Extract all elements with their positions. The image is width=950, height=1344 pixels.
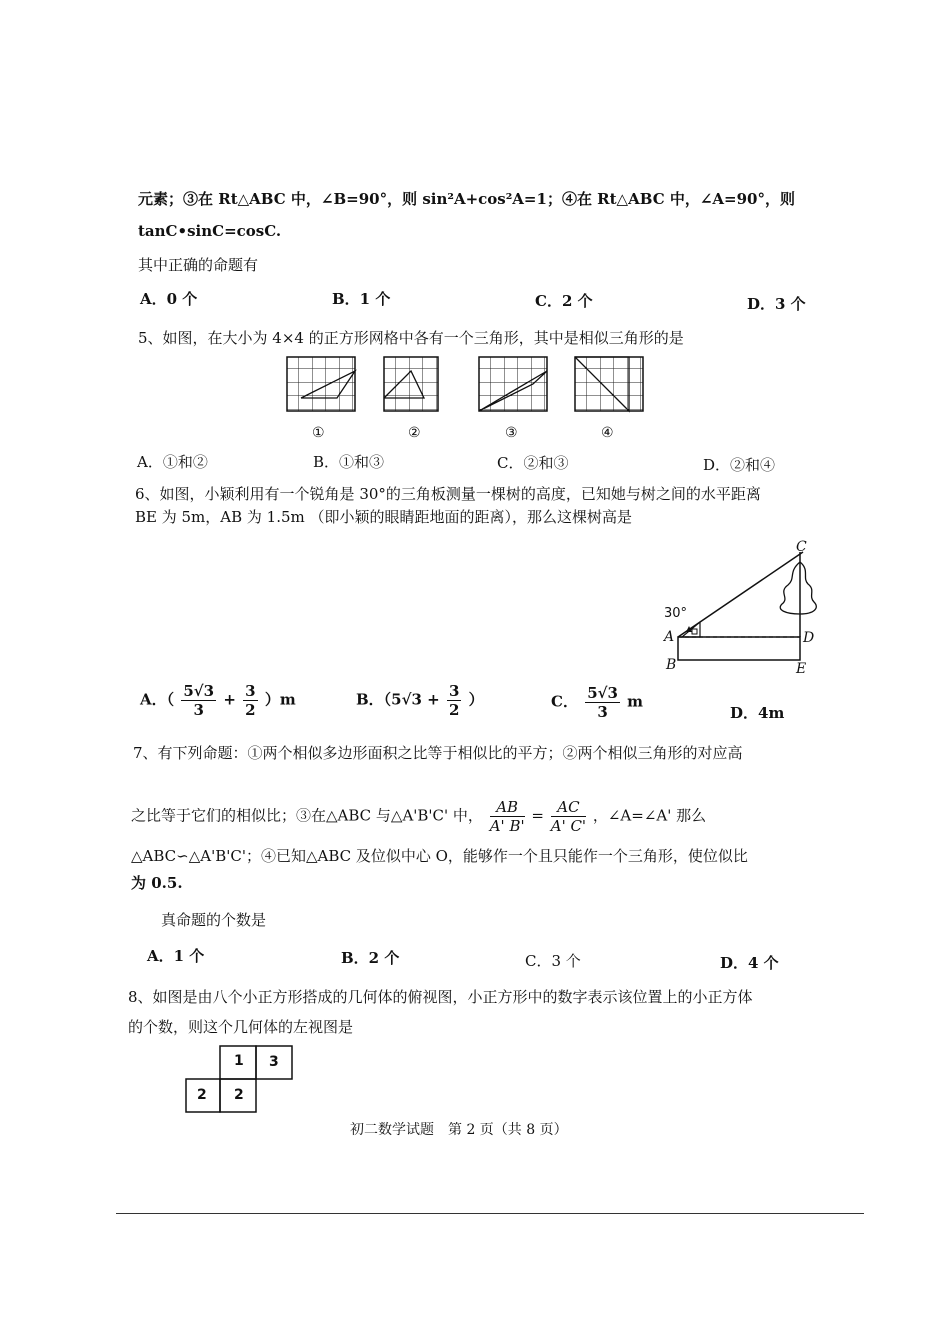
q7-line2-post: ，∠A=∠A' 那么 — [592, 806, 707, 825]
bottom-divider — [116, 1213, 864, 1214]
q6-option-d: D．4m — [730, 704, 785, 722]
q7-frac2-den: A' C' — [550, 817, 587, 835]
q7-frac2-num: AC — [551, 798, 586, 817]
q8-cell-1: 1 — [234, 1053, 244, 1069]
page-footer: 初二数学试题 第 2 页（共 8 页） — [350, 1122, 568, 1138]
q5-grid-2 — [384, 357, 438, 411]
q6-option-a — [140, 682, 296, 719]
q6-point-b: B — [666, 657, 677, 673]
q6-option-c-prefix: C． — [551, 692, 578, 711]
q6-option-b-frac-num: 3 — [448, 682, 460, 700]
q8-cell-2: 3 — [269, 1054, 279, 1070]
q5-grid-3 — [479, 357, 547, 411]
q6-option-b — [356, 682, 484, 719]
q6-point-c: C — [796, 539, 807, 555]
q6-option-c-suffix: m — [627, 692, 644, 711]
q4-option-d: D．3 个 — [747, 295, 806, 313]
q8-cell-4: 2 — [234, 1087, 244, 1103]
q5-option-d: D．②和④ — [703, 456, 776, 474]
q7-eq: = — [531, 806, 544, 825]
q7-line2-pre: 之比等于它们的相似比；③在△ABC 与△A'B'C' 中， — [131, 806, 483, 825]
q6-option-b-frac-den: 2 — [448, 701, 460, 719]
q6-option-a-frac1-num: 5√3 — [183, 682, 215, 700]
q5-figure-label-4: ④ — [601, 425, 614, 441]
q6-option-c-frac-num: 5√3 — [587, 684, 618, 702]
q7-option-c: C．3 个 — [525, 952, 581, 970]
q6-point-e: E — [796, 661, 807, 677]
q8-line2: 的个数，则这个几何体的左视图是 — [128, 1018, 354, 1036]
q6-option-a-prefix: A．（ — [140, 690, 175, 709]
q6-option-b-prefix: B．（5√3 + — [356, 690, 440, 709]
q5-grid-1 — [287, 357, 355, 411]
q5-stem: 5、如图，在大小为 4×4 的正方形网格中各有一个三角形，其中是相似三角形的是 — [138, 329, 684, 347]
q4-line3: 其中正确的命题有 — [138, 256, 259, 274]
q6-angle-label: 30° — [664, 606, 688, 621]
q6-option-a-frac2-num: 3 — [245, 682, 256, 700]
q8-line1: 8、如图是由八个小正方形搭成的几何体的俯视图，小正方形中的数字表示该位置上的小正方体 — [128, 988, 753, 1006]
q6-option-b-suffix: ） — [468, 690, 484, 709]
q7-line5: 真命题的个数是 — [161, 911, 267, 929]
q4-option-b: B．1 个 — [332, 290, 391, 308]
q4-line1: 元素；③在 Rt△ABC 中，∠B=90°，则 sin²A+cos²A=1；④在 Rt△ABC 中，∠A=90°，则 — [138, 190, 795, 208]
q7-line3: △ABC∽△A'B'C'；④已知△ABC 及位似中心 O，能够作一个且只能作一个三角形，使位似比 — [131, 847, 748, 865]
q6-option-a-frac2-den: 2 — [245, 701, 256, 719]
q6-line1: 6、如图，小颖利用有一个锐角是 30°的三角板测量一棵树的高度，已知她与树之间的水平距离 — [135, 485, 761, 503]
q6-option-a-plus: + — [223, 690, 236, 709]
q7-frac1-num: AB — [490, 798, 525, 817]
q7-frac1-den: A' B' — [489, 817, 525, 835]
q4-option-c: C．2 个 — [535, 292, 593, 310]
q7-line1: 7、有下列命题：①两个相似多边形面积之比等于相似比的平方；②两个相似三角形的对应高 — [133, 744, 743, 762]
q8-cell-3: 2 — [197, 1087, 207, 1103]
q5-figure-label-1: ① — [312, 425, 325, 441]
q4-option-a: A．0 个 — [140, 290, 198, 308]
q5-option-b: B．①和③ — [313, 453, 385, 471]
q6-option-a-suffix: ）m — [264, 690, 296, 709]
q6-line2: BE 为 5m，AB 为 1.5m （即小颖的眼睛距地面的距离），那么这棵树高是 — [135, 508, 633, 526]
q6-point-a: A — [664, 629, 675, 645]
q7-line4: 为 0.5. — [131, 874, 183, 892]
q6-point-d: D — [803, 630, 815, 646]
q5-grid-4 — [575, 357, 643, 411]
q4-line2: tanC•sinC=cosC. — [138, 222, 282, 240]
q6-option-c-frac-den: 3 — [597, 703, 608, 721]
q6-option-a-frac1-den: 3 — [193, 701, 204, 719]
q5-option-c: C．②和③ — [497, 454, 569, 472]
q7-option-b: B．2 个 — [341, 949, 400, 967]
q7-line2 — [131, 798, 706, 835]
q5-figure-label-2: ② — [408, 425, 421, 441]
q7-option-a: A．1 个 — [147, 947, 205, 965]
q7-option-d: D．4 个 — [720, 954, 779, 972]
q6-option-c — [551, 684, 643, 721]
q5-grid-figures — [285, 355, 645, 415]
q5-figure-label-3: ③ — [505, 425, 518, 441]
q5-option-a: A．①和② — [137, 453, 208, 471]
